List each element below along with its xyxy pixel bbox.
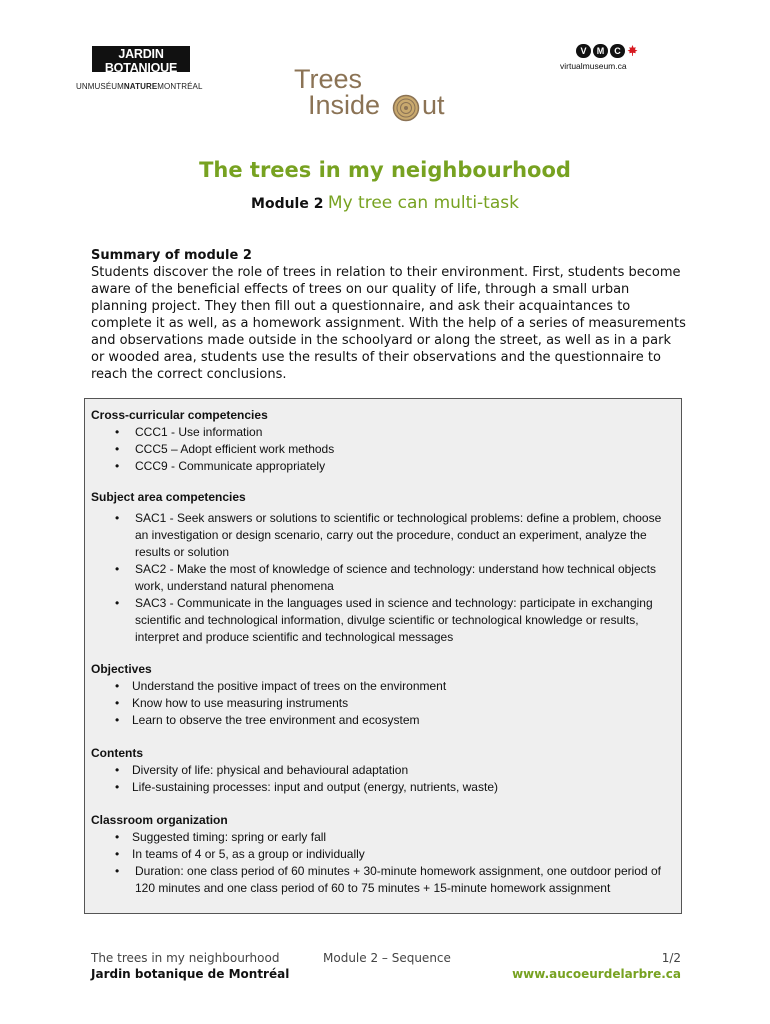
list-item: • SAC2 - Make the most of knowledge of science and technology: understand how technical objects work, understand natural phenomena [91, 561, 671, 595]
footer-website-link[interactable]: www.aucoeurdelarbre.ca [512, 967, 681, 981]
classroom-organization-heading: Classroom organization [91, 813, 228, 827]
jb-logo-line1: JARDIN BOTANIQUE [104, 47, 178, 75]
ump-text-end: MONTRÉAL [157, 82, 203, 91]
subject-area-heading: Subject area competencies [91, 490, 246, 504]
subject-area-section [91, 489, 671, 646]
jardin-botanique-logo [92, 46, 190, 84]
page-title: The trees in my neighbourhood [199, 158, 571, 182]
module-heading [0, 193, 770, 213]
vmc-letters [576, 44, 625, 58]
list-item: • SAC1 - Seek answers or solutions to scientific or technological problems: define a problem, choose an investigation or design scenario, carry out the procedure, conduct an experiment, analyze the results or solution [91, 510, 671, 561]
competencies-box [84, 398, 682, 914]
objectives-heading: Objectives [91, 662, 152, 676]
trees-logo-line3: ut [422, 90, 445, 120]
summary-text: Students discover the role of trees in relation to their environment. First, students become aware of the beneficial effects of trees on our quality of life, through a small urban planning project. They then fill out a questionnaire, and ask their acquaintances to complete it as well, as a homework assignment. With the help of a series of measurements and observations made outside in the schoolyard or along the street, as well as in a park or wooded area, students use the results of their observations and the questionnaire to reach the correct conclusions. [91, 265, 686, 382]
list-item: • Diversity of life: physical and behavioural adaptation [91, 762, 671, 779]
vmc-letter: M [593, 44, 608, 58]
footer-page-number: 1/2 [661, 951, 681, 965]
footer-doc-title: The trees in my neighbourhood [91, 951, 280, 965]
ump-text-light: UNMUSÉUM [76, 82, 124, 91]
trees-logo-line1: Trees [294, 64, 363, 94]
list-item: • Understand the positive impact of trees on the environment [91, 678, 671, 695]
list-item: • CCC1 - Use information [91, 424, 671, 441]
footer-section: Module 2 – Sequence [323, 951, 451, 965]
list-item: • Duration: one class period of 60 minutes + 30-minute homework assignment, one outdoor period of 120 minutes and one class period of 60 to 75 minutes + 15-minute homework assignment [91, 863, 671, 897]
trees-inside-out-logo [294, 64, 454, 124]
maple-leaf-icon [627, 45, 638, 59]
list-item: • CCC9 - Communicate appropriately [91, 458, 671, 475]
list-item: • SAC3 - Communicate in the languages used in science and technology: participate in exchanging scientific and technological information, divulge scientific or technological knowledge or results, interpret and produce scientific and technological messages [91, 595, 671, 646]
list-item: • Life-sustaining processes: input and output (energy, nutrients, waste) [91, 779, 671, 796]
cross-curricular-heading: Cross-curricular competencies [91, 408, 268, 422]
footer-institution: Jardin botanique de Montréal [91, 967, 290, 981]
list-item: • In teams of 4 or 5, as a group or individually [91, 846, 671, 863]
virtual-museum-logo [560, 44, 640, 72]
classroom-organization-section [91, 812, 671, 897]
vmc-url: virtualmuseum.ca [560, 61, 627, 71]
module-title: My tree can multi-task [327, 193, 519, 213]
objectives-section [91, 661, 671, 729]
list-item: • CCC5 – Adopt efficient work methods [91, 441, 671, 458]
list-item: • Suggested timing: spring or early fall [91, 829, 671, 846]
list-item: • Know how to use measuring instruments [91, 695, 671, 712]
contents-heading: Contents [91, 746, 143, 760]
vmc-letter: V [576, 44, 591, 58]
tree-ring-icon [392, 94, 420, 122]
module-label: Module 2 [251, 196, 324, 212]
espace-pour-la-vie-logo [76, 82, 203, 91]
jb-logo-line2: DE MONTRÉAL [99, 75, 183, 84]
list-item: • Learn to observe the tree environment and ecosystem [91, 712, 671, 729]
trees-logo-line2: Inside [308, 90, 381, 120]
summary-section [91, 247, 687, 383]
ump-text-bold: NATURE [123, 82, 158, 91]
summary-heading: Summary of module 2 [91, 248, 252, 263]
contents-section [91, 745, 671, 796]
cross-curricular-section [91, 407, 671, 475]
vmc-letter: C [610, 44, 625, 58]
